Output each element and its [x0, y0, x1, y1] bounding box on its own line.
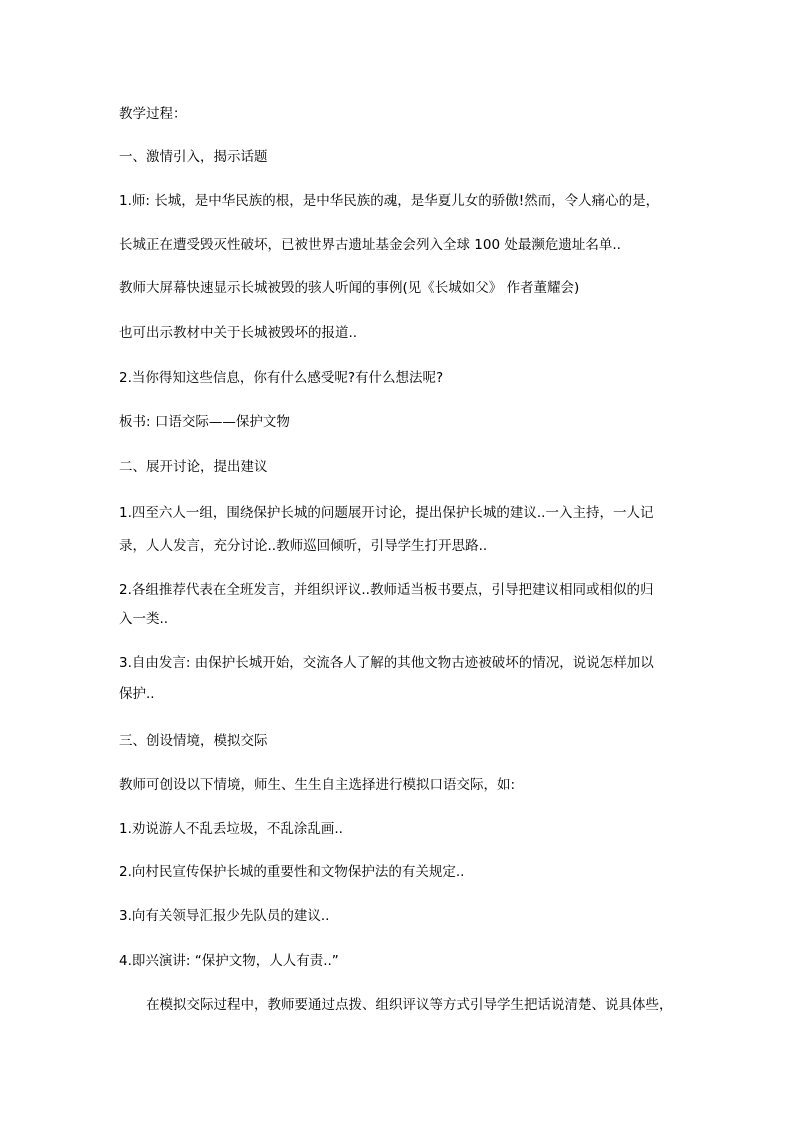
paragraph-line: 1.师: 长城，是中华民族的根，是中华民族的魂，是华夏儿女的骄傲!然而，令人痛心的是， — [119, 193, 660, 209]
paragraph-line: 教师大屏幕快速显示长城被毁的骇人听闻的事例(见《长城如父》 作者董耀会) — [119, 280, 580, 296]
list-item: 2.向村民宣传保护长城的重要性和文物保护法的有关规定.. — [119, 864, 465, 880]
paragraph-line: 保护.. — [119, 686, 155, 702]
paragraph-line: 2.各组推荐代表在全班发言，并组织评议..教师适当板书要点，引导把建议相同或相似的归 — [119, 582, 654, 598]
paragraph-line: 入一类.. — [119, 611, 169, 627]
paragraph-line: 教师可创设以下情境，师生、生生自主选择进行模拟口语交际，如: — [119, 777, 516, 793]
paragraph-line: 长城正在遭受毁灭性破坏，已被世界古遗址基金会列入全球 100 处最濒危遗址名单.. — [119, 237, 621, 253]
paragraph-line: 也可出示教材中关于长城被毁坏的报道.. — [119, 325, 358, 341]
section-heading-teaching-process: 教学过程： — [119, 106, 187, 122]
list-item: 4.即兴演讲: “保护文物，人人有责..” — [119, 953, 339, 969]
paragraph-line: 3.自由发言: 由保护长城开始，交流各人了解的其他文物古迹被破坏的情况，说说怎样加以 — [119, 655, 654, 671]
paragraph-line: 2.当你得知这些信息，你有什么感受呢?有什么想法呢? — [119, 370, 444, 386]
paragraph-line: 在模拟交际过程中，教师要通过点拨、组织评议等方式引导学生把话说清楚、说具体些， — [146, 997, 673, 1013]
paragraph-line: 1.四至六人一组，围绕保护长城的问题展开讨论，提出保护长城的建议..一入主持，一人记 — [119, 505, 654, 521]
list-item: 1.劝说游人不乱丢垃圾，不乱涂乱画.. — [119, 821, 343, 837]
paragraph-line: 录，人人发言，充分讨论..教师巡回倾听，引导学生打开思路.. — [119, 538, 488, 554]
blackboard-note: 板书: 口语交际——保护文物 — [119, 414, 290, 430]
section-heading-2: 二、展开讨论，提出建议 — [119, 459, 268, 475]
list-item: 3.向有关领导汇报少先队员的建议.. — [119, 908, 330, 924]
section-heading-3: 三、创设情境，模拟交际 — [119, 733, 268, 749]
section-heading-1: 一、激情引入，揭示话题 — [119, 149, 268, 165]
